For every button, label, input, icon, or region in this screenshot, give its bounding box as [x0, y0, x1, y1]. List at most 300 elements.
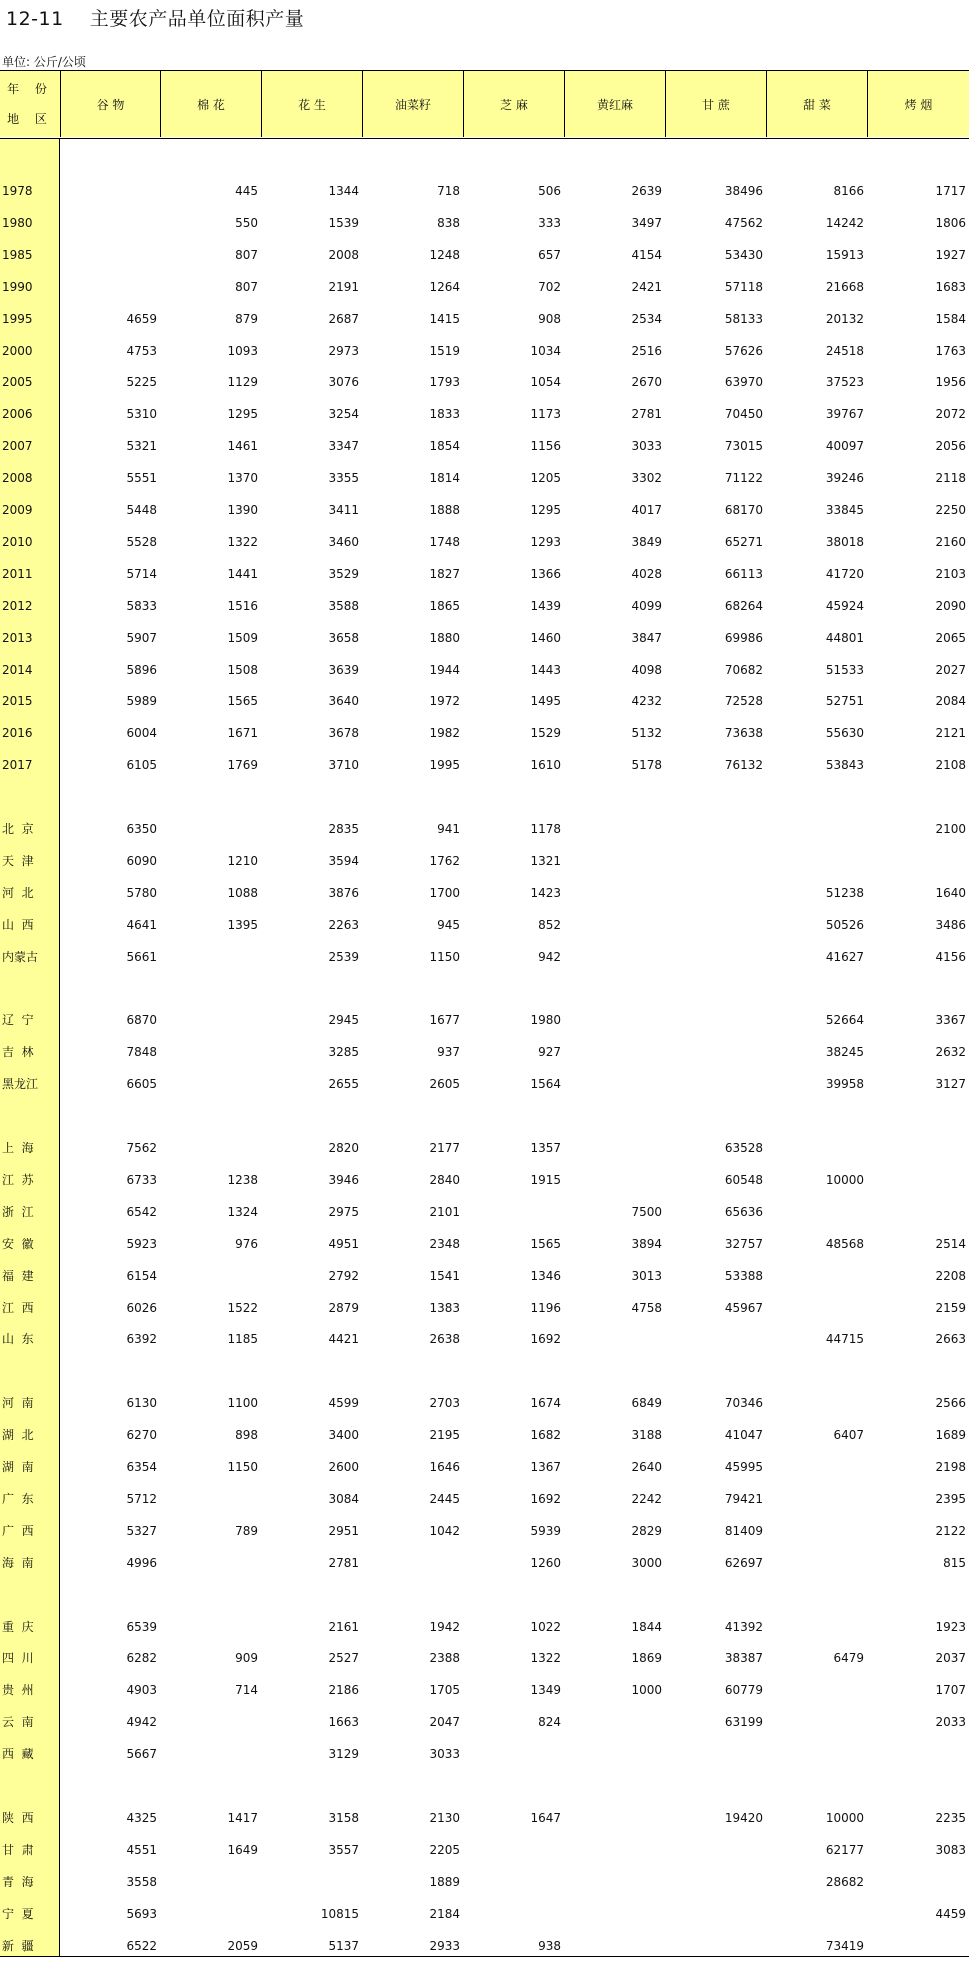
table-cell: 5327	[126, 1523, 157, 1538]
table-cell	[766, 1355, 864, 1387]
table-cell: 2198	[935, 1460, 966, 1474]
table-cell	[665, 1036, 763, 1068]
table-cell: 1460	[530, 630, 561, 645]
table-cell	[160, 1579, 258, 1611]
table-row	[0, 366, 969, 398]
table-cell	[463, 1866, 561, 1898]
table-row	[0, 1834, 969, 1866]
table-cell: 1717	[935, 184, 966, 198]
table-cell: 57118	[724, 279, 763, 294]
table-cell: 3497	[631, 215, 662, 230]
header-stub	[0, 71, 60, 137]
row-label: 河 南	[2, 1396, 34, 1411]
column-header-1: 谷 物	[60, 71, 160, 137]
row-label: 广 西	[2, 1523, 34, 1538]
row-label: 山 东	[2, 1332, 34, 1347]
row-label: 浙 江	[2, 1204, 34, 1219]
table-cell: 1671	[227, 726, 258, 741]
row-label	[2, 973, 58, 1005]
table-cell: 2348	[429, 1236, 460, 1251]
table-cell: 4903	[126, 1683, 157, 1698]
row-label: 宁 夏	[2, 1906, 34, 1921]
table-cell: 70682	[724, 662, 763, 677]
table-cell: 3876	[328, 885, 359, 900]
table-cell: 714	[235, 1683, 258, 1698]
table-cell: 2056	[935, 439, 966, 454]
table-cell: 62177	[825, 1842, 864, 1857]
table-header	[0, 71, 969, 139]
table-cell	[60, 781, 157, 813]
row-label: 北 京	[2, 822, 34, 836]
table-cell	[160, 1068, 258, 1100]
row-label: 吉 林	[2, 1045, 34, 1060]
table-cell: 2103	[935, 566, 966, 581]
table-cell: 5551	[126, 471, 157, 486]
table-cell: 1682	[530, 1428, 561, 1443]
table-cell: 4753	[126, 343, 157, 358]
table-cell	[564, 1802, 662, 1834]
table-cell: 1827	[429, 566, 460, 581]
table-cell: 20132	[825, 311, 864, 326]
table-cell: 1370	[227, 471, 258, 486]
table-cell: 1663	[328, 1715, 359, 1730]
row-label: 新 疆	[2, 1938, 34, 1953]
row-label: 河 北	[2, 885, 34, 900]
table-cell: 4017	[631, 503, 662, 517]
table-cell: 807	[235, 279, 258, 294]
table-cell	[766, 1706, 864, 1738]
table-cell	[867, 1738, 966, 1770]
table-cell: 1748	[429, 534, 460, 549]
table-cell: 3127	[935, 1077, 966, 1092]
row-label: 1995	[2, 311, 33, 326]
table-cell: 65636	[724, 1204, 763, 1219]
spacer-row	[0, 1770, 969, 1802]
row-label: 1990	[2, 279, 33, 294]
header-region-label: 地 区	[7, 112, 53, 126]
row-label: 湖 南	[2, 1460, 34, 1474]
table-cell: 4099	[631, 598, 662, 613]
table-cell: 5321	[126, 439, 157, 454]
table-cell	[362, 781, 460, 813]
table-cell	[766, 1738, 864, 1770]
table-cell: 1923	[935, 1619, 966, 1634]
table-cell: 68264	[724, 598, 763, 613]
table-cell	[665, 1004, 763, 1036]
table-cell: 1238	[227, 1172, 258, 1187]
table-cell: 3558	[126, 1874, 157, 1889]
table-row	[0, 335, 969, 367]
table-cell: 1956	[935, 375, 966, 390]
table-row	[0, 1196, 969, 1228]
table-cell	[60, 207, 157, 239]
table-cell: 1022	[530, 1619, 561, 1634]
table-row	[0, 303, 969, 335]
table-cell: 6354	[126, 1460, 157, 1474]
table-cell: 937	[437, 1045, 460, 1060]
table-cell: 657	[538, 247, 561, 262]
row-label	[2, 1770, 58, 1802]
table-cell: 81409	[724, 1523, 763, 1538]
table-cell: 73015	[724, 439, 763, 454]
table-cell: 2184	[429, 1906, 460, 1921]
table-cell: 70450	[724, 407, 763, 422]
table-cell: 1564	[530, 1077, 561, 1092]
table-cell	[160, 1898, 258, 1930]
table-cell: 5448	[126, 503, 157, 517]
table-cell: 3460	[328, 534, 359, 549]
table-cell	[665, 813, 763, 845]
row-label	[2, 1355, 58, 1387]
table-cell: 1683	[935, 279, 966, 294]
table-cell	[362, 973, 460, 1005]
table-cell	[463, 1100, 561, 1132]
table-cell: 1173	[530, 407, 561, 422]
table-cell: 5989	[126, 694, 157, 709]
table-cell: 66113	[724, 566, 763, 581]
table-cell: 1129	[227, 375, 258, 390]
table-cell: 14242	[825, 215, 864, 230]
table-cell	[261, 1579, 359, 1611]
table-cell: 38018	[825, 534, 864, 549]
unit-note: 单位: 公斤/公顷	[2, 55, 86, 69]
table-cell: 1610	[530, 758, 561, 773]
table-cell: 898	[235, 1428, 258, 1443]
table-cell	[665, 941, 763, 973]
row-label: 上 海	[2, 1141, 34, 1155]
table-cell	[766, 813, 864, 845]
table-cell: 1100	[227, 1396, 258, 1411]
row-label	[2, 781, 58, 813]
table-cell: 2781	[631, 407, 662, 422]
table-cell: 1889	[429, 1874, 460, 1889]
table-cell: 1888	[429, 503, 460, 517]
row-label: 2014	[2, 662, 33, 677]
row-label: 2017	[2, 758, 33, 773]
table-row	[0, 271, 969, 303]
table-cell: 6849	[631, 1396, 662, 1411]
table-cell: 2879	[328, 1300, 359, 1315]
table-cell: 702	[538, 279, 561, 294]
table-cell: 1088	[227, 885, 258, 900]
row-label: 2006	[2, 407, 33, 422]
table-cell: 4659	[126, 311, 157, 326]
table-cell: 1295	[227, 407, 258, 422]
table-cell: 1366	[530, 566, 561, 581]
table-row	[0, 494, 969, 526]
table-cell	[867, 1930, 966, 1962]
table-cell: 1264	[429, 279, 460, 294]
table-cell: 4942	[126, 1715, 157, 1730]
table-cell	[665, 1323, 763, 1355]
table-row	[0, 175, 969, 207]
table-cell: 1509	[227, 630, 258, 645]
table-cell	[160, 1260, 258, 1292]
table-cell	[564, 1866, 662, 1898]
table-cell: 10000	[825, 1172, 864, 1187]
table-cell: 73419	[825, 1938, 864, 1953]
row-label: 广 东	[2, 1491, 34, 1506]
table-cell	[362, 1547, 460, 1579]
table-cell	[766, 781, 864, 813]
table-cell: 1793	[429, 375, 460, 390]
table-cell: 5896	[126, 662, 157, 677]
table-row	[0, 239, 969, 271]
table-cell: 1677	[429, 1013, 460, 1028]
column-header-6: 黄红麻	[564, 71, 665, 137]
table-row	[0, 1323, 969, 1355]
table-cell: 62697	[724, 1555, 763, 1570]
table-cell	[766, 1579, 864, 1611]
row-label: 西 藏	[2, 1747, 34, 1762]
row-label: 四 川	[2, 1651, 34, 1666]
table-cell	[261, 1100, 359, 1132]
table-cell: 44801	[825, 630, 864, 645]
table-cell	[564, 813, 662, 845]
table-cell: 1762	[429, 853, 460, 868]
table-cell: 1854	[429, 439, 460, 454]
table-cell: 55630	[825, 726, 864, 741]
table-cell: 2101	[429, 1204, 460, 1219]
table-cell: 2527	[328, 1651, 359, 1666]
table-cell: 6605	[126, 1077, 157, 1092]
table-cell: 5667	[126, 1747, 157, 1762]
table-cell: 2205	[429, 1842, 460, 1857]
row-label: 1985	[2, 247, 33, 262]
table-cell: 33845	[825, 503, 864, 517]
table-row	[0, 941, 969, 973]
table-cell: 1344	[328, 184, 359, 198]
table-cell: 945	[437, 917, 460, 932]
table-cell: 71122	[724, 471, 763, 486]
table-cell: 5132	[631, 726, 662, 741]
table-cell: 3302	[631, 471, 662, 486]
table-cell	[564, 1068, 662, 1100]
table-cell: 1322	[227, 534, 258, 549]
row-label: 1980	[2, 215, 33, 230]
table-row	[0, 717, 969, 749]
table-cell: 3367	[935, 1013, 966, 1028]
table-cell	[463, 1834, 561, 1866]
table-cell: 2090	[935, 598, 966, 613]
table-cell: 3946	[328, 1172, 359, 1187]
table-row	[0, 1068, 969, 1100]
table-cell: 2516	[631, 343, 662, 358]
table-cell: 51238	[825, 885, 864, 900]
table-cell: 76132	[724, 758, 763, 773]
table-row	[0, 1898, 969, 1930]
table-cell: 3285	[328, 1045, 359, 1060]
table-cell: 1054	[530, 375, 561, 390]
row-label: 2015	[2, 694, 33, 709]
table-cell: 39958	[825, 1077, 864, 1092]
table-cell: 1322	[530, 1651, 561, 1666]
table-row	[0, 685, 969, 717]
table-cell	[463, 1355, 561, 1387]
table-cell: 2065	[935, 630, 966, 645]
table-cell: 1205	[530, 471, 561, 486]
table-cell: 941	[437, 822, 460, 836]
table-cell: 1093	[227, 343, 258, 358]
table-cell: 2108	[935, 758, 966, 773]
row-label: 海 南	[2, 1555, 34, 1570]
table-cell: 5137	[328, 1938, 359, 1953]
row-label: 甘 肃	[2, 1842, 34, 1857]
table-cell	[564, 1355, 662, 1387]
table-cell: 3640	[328, 694, 359, 709]
table-cell: 2840	[429, 1172, 460, 1187]
table-cell: 51533	[825, 662, 864, 677]
table-cell: 5923	[126, 1236, 157, 1251]
table-cell: 1972	[429, 694, 460, 709]
table-cell: 2566	[935, 1396, 966, 1411]
table-cell	[766, 1674, 864, 1706]
table-cell: 4154	[631, 247, 662, 262]
table-row	[0, 1036, 969, 1068]
table-cell	[665, 1866, 763, 1898]
table-cell: 1522	[227, 1300, 258, 1315]
table-cell: 2161	[328, 1619, 359, 1634]
table-cell: 2933	[429, 1938, 460, 1953]
table-cell: 50526	[825, 917, 864, 932]
table-cell	[564, 973, 662, 1005]
table-cell: 3710	[328, 758, 359, 773]
table-cell	[261, 973, 359, 1005]
table-cell: 3076	[328, 375, 359, 390]
table-row	[0, 558, 969, 590]
table-cell: 5714	[126, 566, 157, 581]
table-row	[0, 1483, 969, 1515]
table-cell: 38387	[724, 1651, 763, 1666]
table-cell: 5712	[126, 1491, 157, 1506]
table-cell: 2208	[935, 1268, 966, 1283]
table-cell: 2191	[328, 279, 359, 294]
spacer-row	[0, 973, 969, 1005]
table-row	[0, 1132, 969, 1164]
table-cell	[261, 781, 359, 813]
row-label: 安 徽	[2, 1236, 34, 1251]
table-cell: 63199	[724, 1715, 763, 1730]
row-label: 2011	[2, 566, 33, 581]
table-cell: 1185	[227, 1332, 258, 1347]
table-cell: 4421	[328, 1332, 359, 1347]
table-row	[0, 1642, 969, 1674]
table-cell: 1156	[530, 439, 561, 454]
table-cell	[665, 1738, 763, 1770]
table-cell	[766, 1387, 864, 1419]
table-cell: 73638	[724, 726, 763, 741]
table-cell: 1927	[935, 247, 966, 262]
table-cell: 38496	[724, 184, 763, 198]
table-cell: 41720	[825, 566, 864, 581]
table-cell	[60, 175, 157, 207]
table-cell: 2084	[935, 694, 966, 709]
table-cell: 2663	[935, 1332, 966, 1347]
table-cell: 48568	[825, 1236, 864, 1251]
table-cell: 1508	[227, 662, 258, 677]
table-cell: 1844	[631, 1619, 662, 1634]
table-cell: 2250	[935, 503, 966, 517]
table-cell: 28682	[825, 1874, 864, 1889]
table-cell: 1417	[227, 1810, 258, 1825]
table-cell: 2118	[935, 471, 966, 486]
table-row	[0, 1292, 969, 1324]
table-cell: 4459	[935, 1906, 966, 1921]
table-cell: 1584	[935, 311, 966, 326]
table-cell: 2655	[328, 1077, 359, 1092]
table-cell	[564, 1004, 662, 1036]
table-cell: 70346	[724, 1396, 763, 1411]
table-cell	[766, 1196, 864, 1228]
table-cell	[564, 845, 662, 877]
row-label: 2005	[2, 375, 33, 390]
table-cell: 2514	[935, 1236, 966, 1251]
table-cell: 63528	[724, 1141, 763, 1155]
table-cell	[463, 1898, 561, 1930]
table-cell	[665, 909, 763, 941]
table-cell: 6407	[833, 1428, 864, 1443]
table-cell: 1647	[530, 1810, 561, 1825]
table-cell: 1367	[530, 1460, 561, 1474]
table-cell	[564, 1132, 662, 1164]
table-cell	[665, 877, 763, 909]
table-cell: 2975	[328, 1204, 359, 1219]
table-cell: 3084	[328, 1491, 359, 1506]
table-cell: 2670	[631, 375, 662, 390]
table-cell: 8166	[833, 184, 864, 198]
table-cell	[160, 1866, 258, 1898]
table-cell: 1495	[530, 694, 561, 709]
table-cell	[564, 877, 662, 909]
table-cell: 3639	[328, 662, 359, 677]
table-cell: 1295	[530, 503, 561, 517]
table-cell	[160, 1355, 258, 1387]
table-cell	[564, 1036, 662, 1068]
table-cell: 24518	[825, 343, 864, 358]
table-cell	[60, 1770, 157, 1802]
table-cell: 3588	[328, 598, 359, 613]
table-cell: 3347	[328, 439, 359, 454]
spacer-row	[0, 1100, 969, 1132]
table-cell: 3678	[328, 726, 359, 741]
table-cell: 6479	[833, 1651, 864, 1666]
table-cell: 3594	[328, 853, 359, 868]
table-cell: 1461	[227, 439, 258, 454]
table-cell: 19420	[724, 1810, 763, 1825]
table-cell: 5661	[126, 949, 157, 964]
column-header-2: 棉 花	[160, 71, 261, 137]
table-cell: 2600	[328, 1460, 359, 1474]
table-cell: 4996	[126, 1555, 157, 1570]
table-cell: 2395	[935, 1491, 966, 1506]
table-cell: 1439	[530, 598, 561, 613]
table-cell: 838	[437, 215, 460, 230]
table-row	[0, 622, 969, 654]
row-label	[2, 1579, 58, 1611]
table-cell: 32757	[724, 1236, 763, 1251]
table-cell: 7848	[126, 1045, 157, 1060]
table-cell: 2534	[631, 311, 662, 326]
table-cell	[867, 1100, 966, 1132]
row-label: 2016	[2, 726, 33, 741]
table-row	[0, 1228, 969, 1260]
table-cell	[867, 1579, 966, 1611]
table-cell	[867, 1866, 966, 1898]
table-cell: 3894	[631, 1236, 662, 1251]
table-cell: 1833	[429, 407, 460, 422]
table-cell: 6282	[126, 1651, 157, 1666]
table-cell: 1357	[530, 1141, 561, 1155]
